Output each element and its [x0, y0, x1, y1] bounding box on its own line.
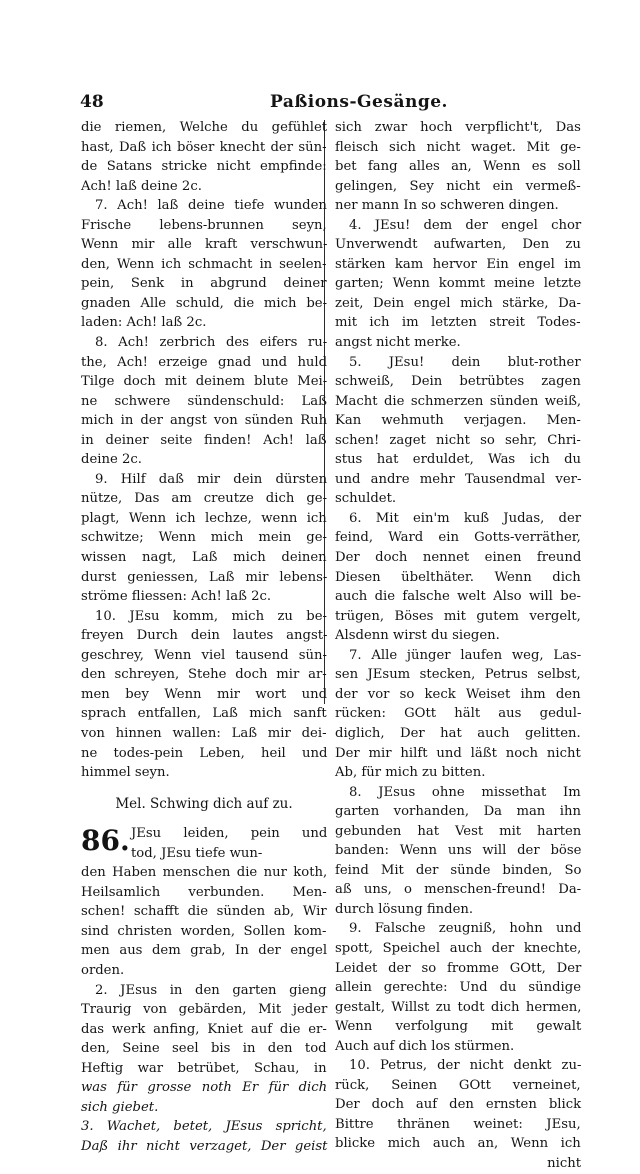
text-line: ne todes-pein Leben, heil und: [81, 745, 328, 761]
text-line: 5. JEsu! dein blut-rother: [349, 354, 581, 370]
text-line: de Satans stricke nicht empfinde:: [81, 159, 327, 175]
text-line: gelingen, Sey nicht ein vermeß-: [335, 178, 581, 194]
text-line: Alsdenn wirst du siegen.: [335, 628, 500, 644]
hymn86-verse-1: [81, 863, 327, 980]
text-line: schen! schafft die sünden ab, Wir: [81, 904, 327, 920]
text-line: Kan wehmuth verjagen. Men-: [335, 413, 581, 429]
text-line: und andre mehr Tausendmal ver-: [335, 471, 582, 487]
text-line: 8. JEsus ohne missethat Im: [349, 784, 581, 800]
right-column: [335, 118, 581, 1174]
text-line: geschrey, Wenn viel tausend sün-: [81, 647, 327, 663]
text-line: in deiner seite finden! Ach! laß: [81, 432, 327, 448]
text-line: den schreyen, Stehe doch mir ar-: [81, 667, 327, 683]
text-line: 8. Ach! zerbrich des eifers ru-: [95, 335, 328, 351]
text-line: Der doch nennet einen freund: [335, 550, 582, 566]
text-line: nütze, Das am creutze dich ge-: [81, 491, 328, 507]
text-line: orden.: [81, 962, 125, 978]
text-line: Traurig von gebärden, Mit jeder: [81, 1002, 328, 1018]
text-line: von hinnen wallen: Laß mir dei-: [81, 725, 327, 741]
hymn86-verse-2-italic: [81, 1078, 327, 1117]
hymn85-verse-7: [81, 196, 327, 333]
text-line: Ach! laß deine 2c.: [81, 178, 202, 194]
hymn86-verse-2: [81, 981, 327, 1079]
text-line: the, Ach! erzeige gnad und huld: [81, 354, 328, 370]
text-line: das werk anfing, Kniet auf die er-: [81, 1021, 327, 1037]
hymn86-verse-10: [335, 1056, 581, 1154]
text-line: sen JEsum stecken, Petrus selbst,: [335, 667, 581, 683]
text-line: rück, Seinen GOtt verneinet,: [335, 1077, 581, 1093]
hymn86-head-lines: [131, 824, 327, 863]
running-title: Paßions-Gesänge.: [270, 92, 448, 112]
text-line: mich in der angst von sünden Ruh: [81, 413, 328, 429]
text-line: den Haben menschen die nur koth,: [81, 865, 328, 881]
text-line: sich giebet.: [81, 1099, 159, 1115]
hymn85-verse-9: [81, 470, 327, 607]
text-line: 3. Wachet, betet, JEsus spricht,: [81, 1119, 327, 1135]
text-line: 7. Alle jünger laufen weg, Las-: [349, 647, 582, 663]
text-line: Heftig war betrübet, Schau, in: [81, 1060, 327, 1076]
hymn86-verse-9: [335, 919, 581, 1056]
text-line: men bey Wenn mir wort und: [81, 686, 328, 702]
text-line: den, Wenn ich schmacht in seelen-: [81, 256, 327, 272]
text-line: 10. Petrus, der nicht denkt zu-: [349, 1058, 582, 1074]
text-line: feind, Ward ein Gotts-verräther,: [335, 530, 581, 546]
text-line: trügen, Böses mit gutem vergelt,: [335, 608, 581, 624]
text-line: rücken: GOtt hält aus gedul-: [335, 706, 582, 722]
text-line: pein, Senk in abgrund deiner: [81, 276, 327, 292]
text-line: schuldet.: [335, 491, 397, 507]
hymn85-continuation: [81, 118, 327, 196]
text-line: schweiß, Dein betrübtes zagen: [335, 374, 581, 390]
text-line: gestalt, Willst zu todt dich hermen,: [335, 999, 582, 1015]
text-line: Wenn mir alle kraft verschwun-: [81, 237, 328, 253]
text-line: 10. JEsu komm, mich zu be-: [95, 608, 327, 624]
text-line: 9. Hilf daß mir dein dürsten: [95, 471, 328, 487]
hymn86-opening: [81, 824, 327, 863]
text-line: aß uns, o menschen-freund! Da-: [335, 882, 582, 898]
text-line: durch lösung finden.: [335, 901, 474, 917]
text-line: mit ich im letzten streit Todes-: [335, 315, 581, 331]
text-line: schen! zaget nicht so sehr, Chri-: [335, 432, 581, 448]
text-line: 6. Mit ein'm kuß Judas, der: [349, 510, 582, 526]
text-line: Diesen übelthäter. Wenn dich: [335, 569, 581, 585]
text-line: Daß ihr nicht verzaget, Der geist: [81, 1138, 328, 1154]
text-line: stus hat erduldet, Was ich du: [335, 452, 582, 468]
text-line: spott, Speichel auch der knechte,: [335, 940, 582, 956]
text-line: was für grosse noth Er für dich: [81, 1080, 328, 1096]
hymn86-verse-3: [81, 1117, 327, 1156]
text-line: wissen nagt, Laß mich deinen: [81, 550, 327, 566]
text-line: freyen Durch dein lautes angst-: [81, 628, 328, 644]
text-line: sprach entfallen, Laß mich sanft: [81, 706, 327, 722]
text-line: 9. Falsche zeugniß, hohn und: [349, 921, 582, 937]
text-line: Macht die schmerzen sünden weiß,: [335, 393, 582, 409]
catchword: nicht: [547, 1155, 581, 1171]
text-line: Der mir hilft und läßt noch nicht: [335, 745, 581, 761]
text-line: 7. Ach! laß deine tiefe wunden: [95, 198, 327, 214]
text-line: plagt, Wenn ich lechze, wenn ich: [81, 510, 327, 526]
text-line: Frische lebens-brunnen seyn,: [81, 217, 327, 233]
hymn86-verse-4: [335, 216, 581, 353]
text-line: men aus dem grab, In der engel: [81, 943, 328, 959]
text-line: allein gerechte: Und du sündige: [335, 980, 582, 996]
hymn86-verse-6: [335, 509, 581, 646]
text-line: Wenn verfolgung mit gewalt: [335, 1019, 582, 1035]
text-line: der vor so keck Weiset ihm den: [335, 686, 581, 702]
hymn86-verse-8: [335, 783, 581, 920]
text-line: sich zwar hoch verpflicht't, Das: [335, 120, 581, 135]
text-line: blicke mich auch an, Wenn ich: [335, 1136, 581, 1152]
text-line: banden: Wenn uns will der böse: [335, 843, 582, 859]
text-line: ner mann In so schweren dingen.: [335, 198, 559, 214]
text-line: Unverwendt aufwarten, Den zu: [335, 237, 581, 253]
text-line: ströme fliessen: Ach! laß 2c.: [81, 589, 272, 605]
text-line: schwitze; Wenn mich mein ge-: [81, 530, 328, 546]
text-line: den, Seine seel bis in den tod: [81, 1041, 327, 1057]
page-number: 48: [80, 92, 104, 112]
text-line: Leidet der so fromme GOtt, Der: [335, 960, 582, 976]
melody-indication: Mel. Schwing dich auf zu.: [115, 795, 293, 812]
text-line: Ab, für mich zu bitten.: [335, 765, 486, 781]
text-line: auch die falsche welt Also will be-: [335, 589, 581, 605]
text-line: sind christen worden, Sollen kom-: [81, 923, 327, 939]
text-line: hast, Daß ich böser knecht der sün-: [81, 139, 327, 155]
text-line: tod, JEsu tiefe wun-: [131, 845, 263, 861]
hymn-number: 86.: [81, 824, 130, 858]
text-line: die riemen, Welche du gefühlet: [81, 120, 328, 135]
hymn85-verse-8: [81, 333, 327, 470]
text-line: 4. JEsu! dem der engel chor: [349, 217, 582, 233]
text-line: diglich, Der hat auch gelitten.: [335, 725, 581, 741]
text-line: angst nicht merke.: [335, 335, 461, 351]
text-line: feind Mit der sünde binden, So: [335, 862, 582, 878]
text-line: himmel seyn.: [81, 765, 170, 781]
text-line: durst geniessen, Laß mir lebens-: [81, 569, 328, 585]
text-line: Bittre thränen weinet: JEsu,: [335, 1116, 581, 1132]
text-line: ne schwere sündenschuld: Laß: [81, 393, 327, 409]
hymn86-verse-7: [335, 646, 581, 783]
text-line: 2. JEsus in den garten gieng: [95, 982, 327, 998]
text-line: JEsu leiden, pein und: [131, 826, 328, 842]
text-line: garten; Wenn kommt meine letzte: [335, 276, 582, 292]
text-line: stärken kam hervor Ein engel im: [335, 256, 581, 272]
text-line: fleisch sich nicht waget. Mit ge-: [335, 139, 581, 155]
text-line: laden: Ach! laß 2c.: [81, 315, 207, 331]
text-line: gebunden hat Vest mit harten: [335, 823, 582, 839]
text-line: gnaden Alle schuld, die mich be-: [81, 295, 328, 311]
text-line: deine 2c.: [81, 452, 142, 468]
text-line: zeit, Dein engel mich stärke, Da-: [335, 295, 581, 311]
hymn86-verse-3-continuation: [335, 118, 581, 216]
text-line: Der doch auf den ernsten blick: [335, 1097, 582, 1113]
page-header: [80, 92, 592, 116]
text-line: Heilsamlich verbunden. Men-: [81, 884, 327, 900]
left-column: [81, 118, 327, 1156]
text-line: garten vorhanden, Da man ihn: [335, 804, 581, 820]
hymn85-verse-10: [81, 607, 327, 783]
text-line: bet fang alles an, Wenn es soll: [335, 159, 581, 175]
text-line: Tilge doch mit deinem blute Mei-: [81, 374, 328, 390]
hymn86-verse-5: [335, 353, 581, 509]
text-line: Auch auf dich los stürmen.: [335, 1038, 515, 1054]
